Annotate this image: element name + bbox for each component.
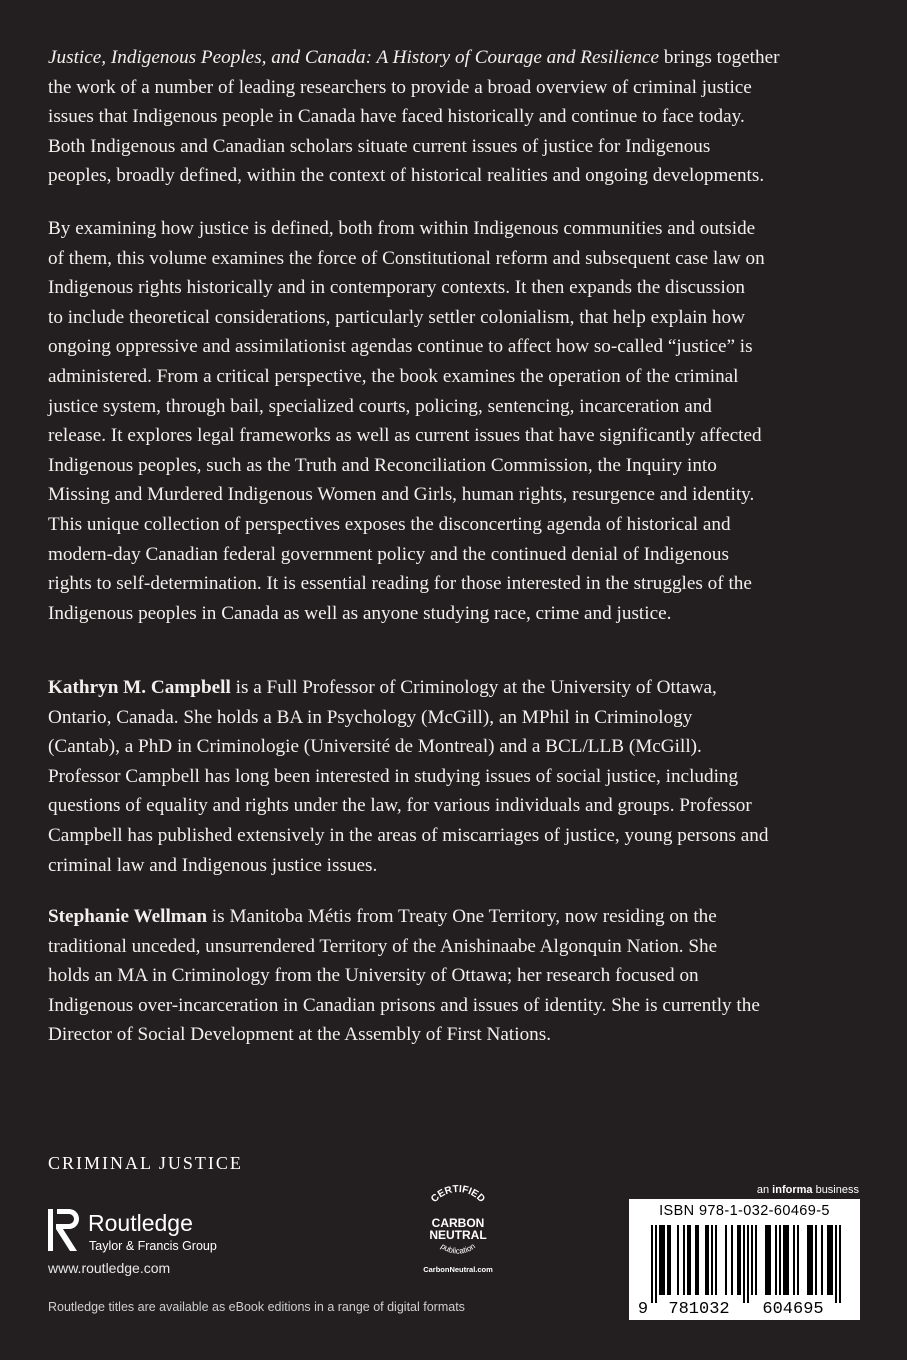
text-line: Indigenous peoples in Canada as well as anyone studying race, crime and justice. [48, 602, 672, 624]
barcode-bar [787, 1225, 789, 1295]
barcode-bar [779, 1225, 781, 1295]
text-line: ongoing oppressive and assimilationist agendas continue to affect how so-called “justice” is [48, 336, 753, 358]
barcode-bar [769, 1225, 771, 1295]
carbon-certified-text: CERTIFIED [429, 1183, 487, 1205]
barcode-bar [821, 1225, 823, 1295]
text-line: Both Indigenous and Canadian scholars situate current issues of justice for Indigenous [48, 135, 711, 157]
barcode-bar [811, 1225, 813, 1295]
barcode-bar [715, 1225, 717, 1295]
barcode-bar [839, 1225, 841, 1303]
barcode-bar [767, 1225, 769, 1295]
routledge-logo [44, 1205, 244, 1255]
routledge-r-icon [48, 1209, 79, 1251]
barcode-bar [697, 1225, 699, 1295]
barcode-bar [831, 1225, 833, 1295]
text-line: Professor Campbell has long been interested in studying issues of social justice, including [48, 765, 739, 787]
barcode-bar [663, 1225, 665, 1295]
carbon-word: CARBON [431, 1216, 485, 1230]
barcode-bar [785, 1225, 787, 1295]
barcode-bar [695, 1225, 697, 1295]
text-line: an [756, 1184, 773, 1196]
barcode-bar [707, 1225, 709, 1295]
barcode-bar [751, 1225, 753, 1295]
text-line: traditional unceded, unsurrendered Territory of the Anishinaabe Algonquin Nation. She [48, 935, 718, 957]
carbon-neutral-icon [410, 1180, 505, 1280]
book-title: Justice, Indigenous Peoples, and Canada: A History of Courage and Resilience [48, 47, 660, 68]
text-line: This unique collection of perspectives exposes the disconcerting agenda of historical and [48, 513, 731, 535]
isbn-number: ISBN 978-1-032-60469-5 [659, 1203, 830, 1219]
series-label: CRIMINAL JUSTICE [48, 1153, 243, 1173]
carbon-publication-text: publication [439, 1241, 477, 1256]
text-line: brings together [659, 47, 780, 68]
text-line: questions of equality and rights under the law, for various individuals and groups. Professor [48, 795, 752, 817]
barcode-bar [747, 1225, 749, 1303]
author-name: Stephanie Wellman [48, 906, 208, 927]
barcode-bar [755, 1225, 757, 1295]
text-line: modern-day Canadian federal government policy and the continued denial of Indigenous [48, 543, 729, 565]
barcode-bar [669, 1225, 671, 1295]
barcode-bar [661, 1225, 663, 1295]
barcode-bar [659, 1225, 661, 1295]
informa-brand: informa [772, 1184, 813, 1196]
isbn-barcode [629, 1199, 860, 1320]
neutral-word: NEUTRAL [429, 1228, 487, 1242]
barcode-bar [711, 1225, 713, 1295]
barcode-bar [687, 1225, 689, 1295]
barcode-bar [689, 1225, 691, 1295]
text-line: the work of a number of leading researchers to provide a broad overview of criminal justice [48, 76, 752, 98]
text-line: Indigenous peoples, such as the Truth and Reconciliation Commission, the Inquiry into [48, 454, 717, 476]
informa-business-label [757, 1184, 859, 1196]
text-line: to include theoretical considerations, particularly settler colonialism, that help explain how [48, 306, 745, 328]
description-paragraph-2 [48, 214, 860, 628]
barcode-bar [797, 1225, 799, 1295]
description-paragraph-1 [48, 43, 860, 191]
barcode-bar [651, 1225, 653, 1303]
text-line: justice system, through bail, specialized courts, policing, sentencing, incarceration and [48, 395, 712, 417]
barcode-bar [705, 1225, 707, 1295]
barcode-bar [793, 1225, 795, 1295]
barcode-bar [725, 1225, 727, 1295]
text-line: business [812, 1184, 859, 1196]
barcode-bar [775, 1225, 777, 1295]
text-line: Ontario, Canada. She holds a BA in Psychology (McGill), an MPhil in Criminology [48, 706, 693, 728]
text-line: of them, this volume examines the force of Constitutional reform and subsequent case law on [48, 247, 765, 269]
ebook-note: Routledge titles are available as eBook editions in a range of digital formats [48, 1300, 465, 1314]
text-line: (Cantab), a PhD in Criminologie (Université de Montreal) and a BCL/LLB (McGill). [48, 736, 702, 758]
barcode-bar [683, 1225, 685, 1295]
text-line: release. It explores legal frameworks as well as current issues that have significantly affected [48, 425, 762, 447]
text-line: Missing and Murdered Indigenous Women and Girls, human rights, resurgence and identity. [48, 484, 755, 506]
barcode-bar [743, 1225, 745, 1303]
author-bio-campbell [48, 673, 860, 880]
text-line: is a Full Professor of Criminology at the University of Ottawa, [230, 677, 717, 698]
barcode-bar [655, 1225, 657, 1303]
publisher-url-link[interactable]: www.routledge.com [48, 1260, 171, 1276]
text-line: Campbell has published extensively in the areas of miscarriages of justice, young persons and [48, 824, 769, 846]
text-line: Indigenous rights historically and in contemporary contexts. It then expands the discussion [48, 277, 746, 299]
barcode-bar [765, 1225, 767, 1295]
barcode-bar [667, 1225, 669, 1295]
barcode-bar [737, 1225, 739, 1295]
barcode-bar [783, 1225, 785, 1295]
carbon-url: CarbonNeutral.com [423, 1265, 493, 1274]
author-name: Kathryn M. Campbell [48, 677, 231, 698]
text-line: administered. From a critical perspective, the book examines the operation of the criminal [48, 365, 739, 387]
text-line: rights to self-determination. It is essential reading for those interested in the struggles of the [48, 573, 752, 595]
barcode-bar [815, 1225, 817, 1295]
barcode-digits: 781032 [668, 1300, 730, 1317]
text-line: Indigenous over-incarceration in Canadian prisons and issues of identity. She is currently the [48, 994, 760, 1016]
text-line: peoples, broadly defined, within the context of historical realities and ongoing developments. [48, 165, 765, 187]
barcode-digits: 9 [637, 1300, 649, 1317]
text-line: holds an MA in Criminology from the University of Ottawa; her research focused on [48, 965, 699, 987]
publisher-name: Routledge [88, 1210, 193, 1236]
barcode-bar [809, 1225, 811, 1295]
barcode-bar [827, 1225, 829, 1295]
barcode-icon [635, 1225, 854, 1317]
text-line: criminal law and Indigenous justice issues. [48, 854, 378, 876]
text-line: is Manitoba Métis from Treaty One Territory, now residing on the [207, 906, 717, 927]
barcode-bar [835, 1225, 837, 1303]
barcode-bar [739, 1225, 741, 1295]
barcode-bar [829, 1225, 831, 1295]
text-line: By examining how justice is defined, both from within Indigenous communities and outside [48, 218, 756, 239]
text-line: issues that Indigenous people in Canada have faced historically and continue to face today. [48, 106, 745, 128]
barcode-bar [807, 1225, 809, 1295]
text-line: Director of Social Development at the Assembly of First Nations. [48, 1024, 552, 1046]
barcode-bar [731, 1225, 733, 1295]
barcode-bar [677, 1225, 679, 1295]
author-bio-wellman [48, 902, 860, 1050]
publisher-group: Taylor & Francis Group [89, 1239, 217, 1253]
barcode-digits: 604695 [762, 1300, 824, 1317]
